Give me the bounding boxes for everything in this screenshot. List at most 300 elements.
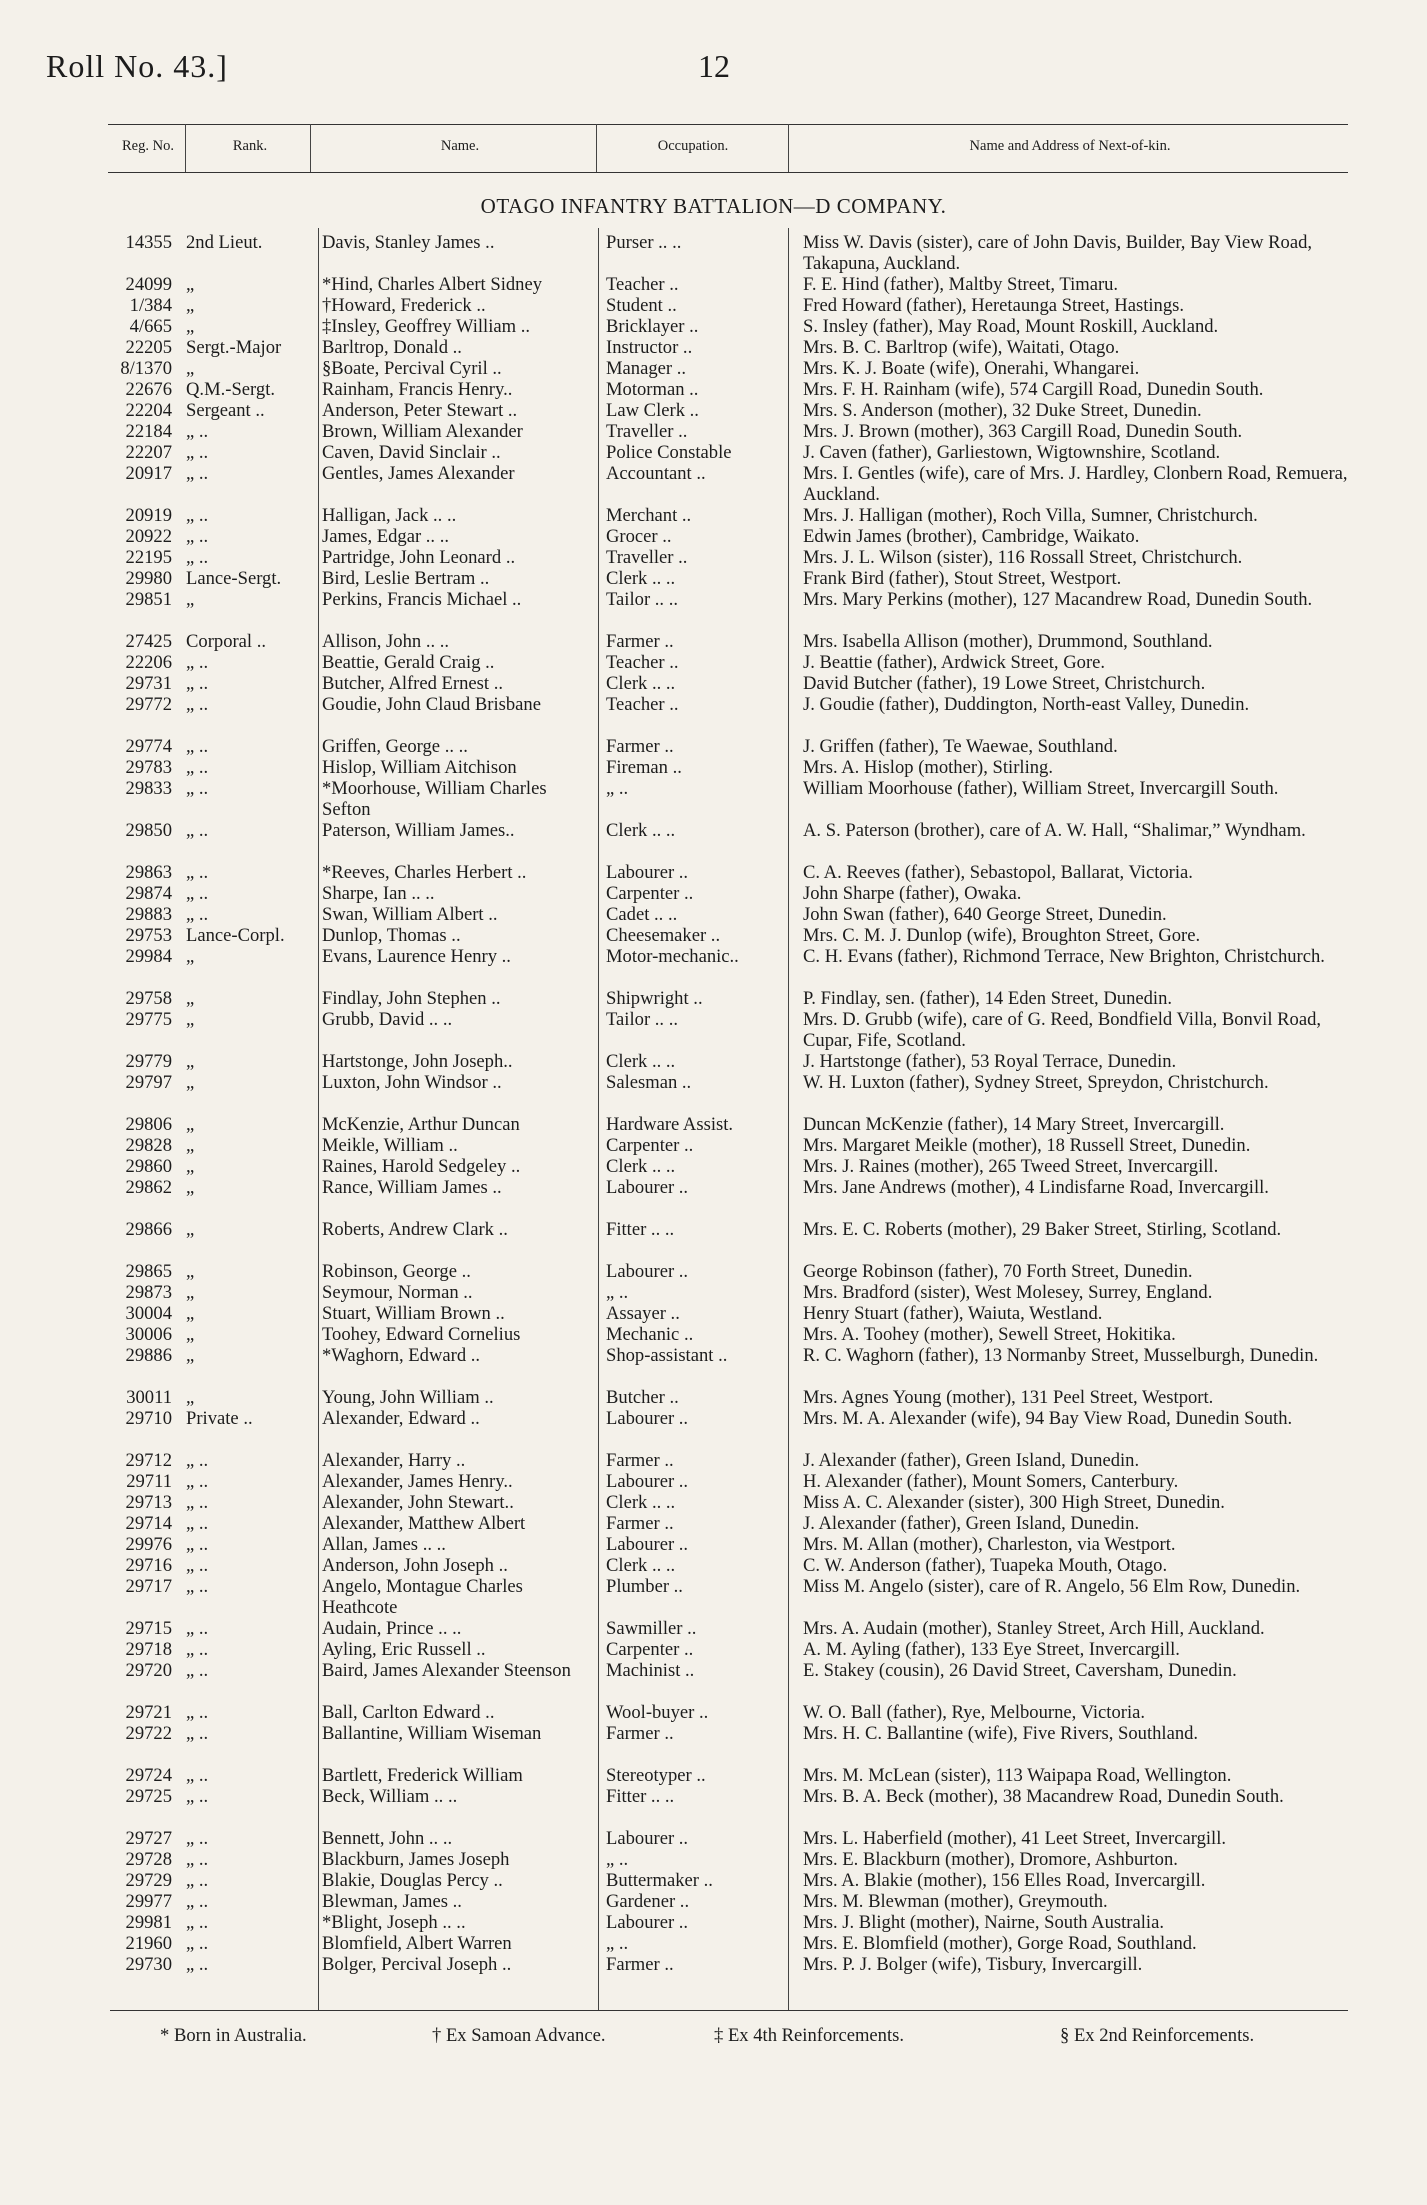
- soldier-name: Luxton, John Windsor ..: [322, 1072, 502, 1093]
- rank: „ ..: [186, 757, 209, 778]
- occupation: „ ..: [606, 778, 629, 799]
- occupation: Grocer ..: [606, 526, 672, 547]
- rank: „ ..: [186, 1639, 209, 1660]
- footnote-samoan-advance: † Ex Samoan Advance.: [432, 2025, 606, 2046]
- next-of-kin: Mrs. J. Raines (mother), 265 Tweed Street, Invercargill.: [803, 1156, 1219, 1177]
- soldier-name: Findlay, John Stephen ..: [322, 988, 501, 1009]
- rank: „: [186, 1345, 195, 1366]
- occupation: Traveller ..: [606, 547, 688, 568]
- next-of-kin: Mrs. H. C. Ballantine (wife), Five Rivers, Southland.: [803, 1723, 1199, 1744]
- reg-number: 20917: [125, 463, 172, 484]
- occupation: Assayer ..: [606, 1303, 680, 1324]
- reg-number: 29720: [125, 1660, 172, 1681]
- next-of-kin: Mrs. J. L. Wilson (sister), 116 Rossall Street, Christchurch.: [803, 547, 1243, 568]
- next-of-kin: Miss A. C. Alexander (sister), 300 High Street, Dunedin.: [803, 1492, 1225, 1513]
- soldier-name: Ballantine, William Wiseman: [322, 1723, 542, 1744]
- next-of-kin: Henry Stuart (father), Waiuta, Westland.: [803, 1303, 1103, 1324]
- next-of-kin: Mrs. A. Toohey (mother), Sewell Street, Hokitika.: [803, 1324, 1176, 1345]
- column-divider: [318, 228, 319, 2010]
- next-of-kin: Mrs. M. A. Alexander (wife), 94 Bay View Road, Dunedin South.: [803, 1408, 1293, 1429]
- occupation: Cheesemaker ..: [606, 925, 721, 946]
- next-of-kin: Fred Howard (father), Heretaunga Street, Hastings.: [803, 295, 1185, 316]
- reg-number: 29774: [125, 736, 172, 757]
- next-of-kin: P. Findlay, sen. (father), 14 Eden Street, Dunedin.: [803, 988, 1173, 1009]
- column-header-rank: Rank.: [232, 138, 268, 154]
- rank: „: [186, 274, 195, 295]
- next-of-kin: Frank Bird (father), Stout Street, Westport.: [803, 568, 1122, 589]
- next-of-kin: Mrs. D. Grubb (wife), care of G. Reed, Bondfield Villa, Bonvil Road, Cupar, Fife, Scotland.: [803, 1009, 1322, 1051]
- reg-number: 29715: [125, 1618, 172, 1639]
- occupation: Fitter .. ..: [606, 1219, 675, 1240]
- soldier-name: Bennett, John .. ..: [322, 1828, 453, 1849]
- rank: „ ..: [186, 1786, 209, 1807]
- occupation: Labourer ..: [606, 1471, 689, 1492]
- rank: „ ..: [186, 820, 209, 841]
- reg-number: 22207: [125, 442, 172, 463]
- next-of-kin: William Moorhouse (father), William Street, Invercargill South.: [803, 778, 1279, 799]
- rank: Sergt.-Major: [186, 337, 282, 358]
- occupation: Clerk .. ..: [606, 673, 676, 694]
- occupation: Carpenter ..: [606, 1135, 694, 1156]
- occupation: Police Constable: [606, 442, 732, 463]
- rank: „ ..: [186, 1555, 209, 1576]
- next-of-kin: Mrs. M. Allan (mother), Charleston, via Westport.: [803, 1534, 1176, 1555]
- next-of-kin: W. O. Ball (father), Rye, Melbourne, Victoria.: [803, 1702, 1146, 1723]
- soldier-name: James, Edgar .. ..: [322, 526, 450, 547]
- next-of-kin: J. Alexander (father), Green Island, Dunedin.: [803, 1513, 1140, 1534]
- rank: „ ..: [186, 1513, 209, 1534]
- occupation: Labourer ..: [606, 862, 689, 883]
- reg-number: 29860: [125, 1156, 172, 1177]
- reg-number: 29797: [125, 1072, 172, 1093]
- soldier-name: *Blight, Joseph .. ..: [322, 1912, 466, 1933]
- rank: „ ..: [186, 1492, 209, 1513]
- rank: „: [186, 1303, 195, 1324]
- occupation: Motor-mechanic..: [606, 946, 739, 967]
- soldier-name: Hislop, William Aitchison: [322, 757, 517, 778]
- rank: „ ..: [186, 505, 209, 526]
- occupation: „ ..: [606, 1933, 629, 1954]
- reg-number: 30006: [125, 1324, 172, 1345]
- next-of-kin: Mrs. B. A. Beck (mother), 38 Macandrew Road, Dunedin South.: [803, 1786, 1284, 1807]
- reg-number: 29863: [125, 862, 172, 883]
- occupation: Shipwright ..: [606, 988, 703, 1009]
- footnote-2nd-reinforcements: § Ex 2nd Reinforcements.: [1060, 2025, 1255, 2046]
- soldier-name: Seymour, Norman ..: [322, 1282, 473, 1303]
- rank: „: [186, 946, 195, 967]
- occupation: Manager ..: [606, 358, 687, 379]
- rank: „: [186, 1072, 195, 1093]
- reg-number: 29783: [125, 757, 172, 778]
- rank: „ ..: [186, 673, 209, 694]
- soldier-name: Audain, Prince .. ..: [322, 1618, 462, 1639]
- reg-number: 29779: [125, 1051, 172, 1072]
- reg-number: 29833: [125, 778, 172, 799]
- soldier-name: *Moorhouse, William Charles Sefton: [322, 778, 547, 820]
- column-header-occupation: Occupation.: [657, 138, 729, 154]
- occupation: Teacher ..: [606, 652, 679, 673]
- next-of-kin: Miss W. Davis (sister), care of John Davis, Builder, Bay View Road, Takapuna, Auckland.: [803, 232, 1313, 274]
- rank: „: [186, 1135, 195, 1156]
- occupation: Teacher ..: [606, 274, 679, 295]
- reg-number: 29722: [125, 1723, 172, 1744]
- rank: „ ..: [186, 1660, 209, 1681]
- soldier-name: Toohey, Edward Cornelius: [322, 1324, 521, 1345]
- rank: „: [186, 1219, 195, 1240]
- reg-number: 29775: [125, 1009, 172, 1030]
- rank: „ ..: [186, 1471, 209, 1492]
- rank: „ ..: [186, 1933, 209, 1954]
- occupation: Shop-assistant ..: [606, 1345, 728, 1366]
- next-of-kin: Edwin James (brother), Cambridge, Waikato.: [803, 526, 1140, 547]
- soldier-name: Allan, James .. ..: [322, 1534, 446, 1555]
- reg-number: 29725: [125, 1786, 172, 1807]
- occupation: Accountant ..: [606, 463, 706, 484]
- soldier-name: Rance, William James ..: [322, 1177, 502, 1198]
- rank: „ ..: [186, 421, 209, 442]
- next-of-kin: David Butcher (father), 19 Lowe Street, Christchurch.: [803, 673, 1206, 694]
- soldier-name: Evans, Laurence Henry ..: [322, 946, 511, 967]
- soldier-name: Ball, Carlton Edward ..: [322, 1702, 495, 1723]
- reg-number: 29976: [125, 1534, 172, 1555]
- occupation: Buttermaker ..: [606, 1870, 713, 1891]
- soldier-name: Angelo, Montague Charles Heathcote: [322, 1576, 523, 1618]
- next-of-kin: Mrs. A. Blakie (mother), 156 Elles Road, Invercargill.: [803, 1870, 1206, 1891]
- occupation: Labourer ..: [606, 1912, 689, 1933]
- occupation: Clerk .. ..: [606, 1156, 676, 1177]
- next-of-kin: Mrs. I. Gentles (wife), care of Mrs. J. Hardley, Clonbern Road, Remuera, Auckland.: [803, 463, 1348, 505]
- soldier-name: Bartlett, Frederick William: [322, 1765, 523, 1786]
- soldier-name: McKenzie, Arthur Duncan: [322, 1114, 520, 1135]
- occupation: Hardware Assist.: [606, 1114, 734, 1135]
- rank: „ ..: [186, 694, 209, 715]
- next-of-kin: S. Insley (father), May Road, Mount Roskill, Auckland.: [803, 316, 1219, 337]
- reg-number: 29721: [125, 1702, 172, 1723]
- rank: „ ..: [186, 442, 209, 463]
- reg-number: 21960: [125, 1933, 172, 1954]
- occupation: Merchant ..: [606, 505, 692, 526]
- occupation: Clerk .. ..: [606, 1555, 676, 1576]
- soldier-name: Robinson, George ..: [322, 1261, 471, 1282]
- soldier-name: *Reeves, Charles Herbert ..: [322, 862, 527, 883]
- rank: „: [186, 1156, 195, 1177]
- soldier-name: Rainham, Francis Henry..: [322, 379, 513, 400]
- reg-number: 29886: [125, 1345, 172, 1366]
- column-divider: [310, 124, 311, 172]
- next-of-kin: Mrs. J. Blight (mother), Nairne, South Australia.: [803, 1912, 1164, 1933]
- reg-number: 29724: [125, 1765, 172, 1786]
- occupation: Bricklayer ..: [606, 316, 699, 337]
- next-of-kin: Mrs. E. C. Roberts (mother), 29 Baker Street, Stirling, Scotland.: [803, 1219, 1282, 1240]
- reg-number: 29714: [125, 1513, 172, 1534]
- next-of-kin: Mrs. M. McLean (sister), 113 Waipapa Road, Wellington.: [803, 1765, 1232, 1786]
- occupation: Sawmiller ..: [606, 1618, 697, 1639]
- soldier-name: Perkins, Francis Michael ..: [322, 589, 522, 610]
- reg-number: 29716: [125, 1555, 172, 1576]
- reg-number: 29865: [125, 1261, 172, 1282]
- occupation: Labourer ..: [606, 1828, 689, 1849]
- rank: „ ..: [186, 1576, 209, 1597]
- soldier-name: Alexander, Edward ..: [322, 1408, 480, 1429]
- occupation: Tailor .. ..: [606, 1009, 679, 1030]
- column-header-reg: Reg. No.: [122, 138, 174, 154]
- next-of-kin: Mrs. E. Blackburn (mother), Dromore, Ashburton.: [803, 1849, 1178, 1870]
- rank: „: [186, 1324, 195, 1345]
- reg-number: 29862: [125, 1177, 172, 1198]
- occupation: Clerk .. ..: [606, 1492, 676, 1513]
- reg-number: 30004: [125, 1303, 172, 1324]
- reg-number: 1/384: [129, 295, 172, 316]
- column-header-name: Name.: [440, 138, 480, 154]
- rank: „ ..: [186, 1954, 209, 1975]
- rank: „ ..: [186, 1450, 209, 1471]
- next-of-kin: J. Caven (father), Garliestown, Wigtownshire, Scotland.: [803, 442, 1221, 463]
- next-of-kin: Mrs. P. J. Bolger (wife), Tisbury, Invercargill.: [803, 1954, 1143, 1975]
- soldier-name: *Hind, Charles Albert Sidney: [322, 274, 543, 295]
- reg-number: 22676: [125, 379, 172, 400]
- occupation: Carpenter ..: [606, 1639, 694, 1660]
- next-of-kin: J. Hartstonge (father), 53 Royal Terrace, Dunedin.: [803, 1051, 1177, 1072]
- soldier-name: Swan, William Albert ..: [322, 904, 498, 925]
- occupation: Farmer ..: [606, 1450, 674, 1471]
- rank: „ ..: [186, 1891, 209, 1912]
- reg-number: 29806: [125, 1114, 172, 1135]
- occupation: Student ..: [606, 295, 677, 316]
- soldier-name: Goudie, John Claud Brisbane: [322, 694, 541, 715]
- next-of-kin: C. W. Anderson (father), Tuapeka Mouth, Otago.: [803, 1555, 1168, 1576]
- occupation: Instructor ..: [606, 337, 693, 358]
- rank: „ ..: [186, 904, 209, 925]
- reg-number: 29712: [125, 1450, 172, 1471]
- column-divider: [596, 124, 597, 172]
- next-of-kin: J. Goudie (father), Duddington, North-east Valley, Dunedin.: [803, 694, 1250, 715]
- rank: „: [186, 988, 195, 1009]
- occupation: Plumber ..: [606, 1576, 683, 1597]
- footer-rule: [110, 2010, 1348, 2011]
- soldier-name: Grubb, David .. ..: [322, 1009, 453, 1030]
- rank: „ ..: [186, 862, 209, 883]
- reg-number: 14355: [125, 232, 172, 253]
- soldier-name: Dunlop, Thomas ..: [322, 925, 461, 946]
- column-divider: [788, 228, 789, 2010]
- soldier-name: Raines, Harold Sedgeley ..: [322, 1156, 521, 1177]
- reg-number: 29883: [125, 904, 172, 925]
- soldier-name: Sharpe, Ian .. ..: [322, 883, 435, 904]
- soldier-name: Bird, Leslie Bertram ..: [322, 568, 490, 589]
- rank: „: [186, 1114, 195, 1135]
- soldier-name: §Boate, Percival Cyril ..: [322, 358, 502, 379]
- roll-number: Roll No. 43.]: [46, 48, 228, 84]
- occupation: Labourer ..: [606, 1177, 689, 1198]
- rank: „ ..: [186, 1723, 209, 1744]
- reg-number: 22206: [125, 652, 172, 673]
- next-of-kin: A. M. Ayling (father), 133 Eye Street, Invercargill.: [803, 1639, 1180, 1660]
- next-of-kin: Mrs. E. Blomfield (mother), Gorge Road, Southland.: [803, 1933, 1197, 1954]
- occupation: Fireman ..: [606, 757, 682, 778]
- occupation: Motorman ..: [606, 379, 699, 400]
- next-of-kin: Mrs. Margaret Meikle (mother), 18 Russell Street, Dunedin.: [803, 1135, 1251, 1156]
- column-header-kin: Name and Address of Next-of-kin.: [969, 138, 1171, 154]
- next-of-kin: Mrs. M. Blewman (mother), Greymouth.: [803, 1891, 1108, 1912]
- occupation: Wool-buyer ..: [606, 1702, 709, 1723]
- rank: „: [186, 1282, 195, 1303]
- column-divider: [185, 124, 186, 172]
- page-number: 12: [698, 48, 730, 84]
- reg-number: 20922: [125, 526, 172, 547]
- soldier-name: Gentles, James Alexander: [322, 463, 515, 484]
- occupation: Fitter .. ..: [606, 1786, 675, 1807]
- rank: „ ..: [186, 1870, 209, 1891]
- next-of-kin: George Robinson (father), 70 Forth Street, Dunedin.: [803, 1261, 1193, 1282]
- occupation: Farmer ..: [606, 1723, 674, 1744]
- reg-number: 29981: [125, 1912, 172, 1933]
- next-of-kin: Mrs. J. Halligan (mother), Roch Villa, Sumner, Christchurch.: [803, 505, 1258, 526]
- rank: „ ..: [186, 547, 209, 568]
- rank: Lance-Sergt.: [186, 568, 282, 589]
- reg-number: 20919: [125, 505, 172, 526]
- reg-number: 29772: [125, 694, 172, 715]
- next-of-kin: Mrs. Bradford (sister), West Molesey, Surrey, England.: [803, 1282, 1213, 1303]
- occupation: Farmer ..: [606, 1513, 674, 1534]
- occupation: Farmer ..: [606, 631, 674, 652]
- soldier-name: Baird, James Alexander Steenson: [322, 1660, 571, 1681]
- rank: „: [186, 589, 195, 610]
- rank: „ ..: [186, 1702, 209, 1723]
- rank: „: [186, 1261, 195, 1282]
- occupation: Farmer ..: [606, 1954, 674, 1975]
- occupation: Labourer ..: [606, 1534, 689, 1555]
- rank: Q.M.-Sergt.: [186, 379, 276, 400]
- rank: „ ..: [186, 736, 209, 757]
- next-of-kin: J. Alexander (father), Green Island, Dunedin.: [803, 1450, 1140, 1471]
- reg-number: 29717: [125, 1576, 172, 1597]
- soldier-name: Griffen, George .. ..: [322, 736, 468, 757]
- next-of-kin: Mrs. L. Haberfield (mother), 41 Leet Street, Invercargill.: [803, 1828, 1227, 1849]
- rank: „ ..: [186, 1849, 209, 1870]
- occupation: Labourer ..: [606, 1261, 689, 1282]
- reg-number: 29753: [125, 925, 172, 946]
- next-of-kin: C. H. Evans (father), Richmond Terrace, New Brighton, Christchurch.: [803, 946, 1325, 967]
- soldier-name: Blomfield, Albert Warren: [322, 1933, 512, 1954]
- next-of-kin: A. S. Paterson (brother), care of A. W. Hall, “Shalimar,” Wyndham.: [803, 820, 1306, 841]
- rank: „ ..: [186, 1828, 209, 1849]
- occupation: Stereotyper ..: [606, 1765, 706, 1786]
- footnote-4th-reinforcements: ‡ Ex 4th Reinforcements.: [714, 2025, 905, 2046]
- next-of-kin: Mrs. A. Audain (mother), Stanley Street, Arch Hill, Auckland.: [803, 1618, 1265, 1639]
- soldier-name: Halligan, Jack .. ..: [322, 505, 457, 526]
- soldier-name: ‡Insley, Geoffrey William ..: [322, 316, 531, 337]
- soldier-name: Anderson, Peter Stewart ..: [322, 400, 518, 421]
- reg-number: 29711: [126, 1471, 172, 1492]
- section-title: OTAGO INFANTRY BATTALION—D COMPANY.: [480, 194, 947, 218]
- occupation: Law Clerk ..: [606, 400, 699, 421]
- next-of-kin: Mrs. Mary Perkins (mother), 127 Macandrew Road, Dunedin South.: [803, 589, 1313, 610]
- next-of-kin: J. Griffen (father), Te Waewae, Southland.: [803, 736, 1118, 757]
- soldier-name: Young, John William ..: [322, 1387, 494, 1408]
- soldier-name: Blakie, Douglas Percy ..: [322, 1870, 503, 1891]
- next-of-kin: Mrs. S. Anderson (mother), 32 Duke Street, Dunedin.: [803, 400, 1202, 421]
- reg-number: 29713: [125, 1492, 172, 1513]
- soldier-name: Hartstonge, John Joseph..: [322, 1051, 513, 1072]
- reg-number: 22195: [125, 547, 172, 568]
- rank: „: [186, 1009, 195, 1030]
- soldier-name: Davis, Stanley James ..: [322, 232, 495, 253]
- soldier-name: Butcher, Alfred Ernest ..: [322, 673, 504, 694]
- next-of-kin: C. A. Reeves (father), Sebastopol, Ballarat, Victoria.: [803, 862, 1193, 883]
- reg-number: 29729: [125, 1870, 172, 1891]
- soldier-name: Anderson, John Joseph ..: [322, 1555, 508, 1576]
- next-of-kin: Miss M. Angelo (sister), care of R. Angelo, 56 Elm Row, Dunedin.: [803, 1576, 1301, 1597]
- reg-number: 29727: [125, 1828, 172, 1849]
- rank: „ ..: [186, 526, 209, 547]
- reg-number: 29873: [125, 1282, 172, 1303]
- reg-number: 29980: [125, 568, 172, 589]
- occupation: Clerk .. ..: [606, 820, 676, 841]
- occupation: Farmer ..: [606, 736, 674, 757]
- header-rule-bottom: [108, 172, 1348, 173]
- soldier-name: Alexander, James Henry..: [322, 1471, 513, 1492]
- reg-number: 29850: [125, 820, 172, 841]
- reg-number: 29731: [125, 673, 172, 694]
- next-of-kin: H. Alexander (father), Mount Somers, Canterbury.: [803, 1471, 1179, 1492]
- rank: „: [186, 295, 195, 316]
- occupation: Purser .. ..: [606, 232, 682, 253]
- rank: „ ..: [186, 1765, 209, 1786]
- soldier-name: Allison, John .. ..: [322, 631, 450, 652]
- rank: „: [186, 1177, 195, 1198]
- rank: „: [186, 358, 195, 379]
- occupation: Tailor .. ..: [606, 589, 679, 610]
- reg-number: 8/1370: [120, 358, 172, 379]
- reg-number: 29977: [125, 1891, 172, 1912]
- occupation: „ ..: [606, 1282, 629, 1303]
- header-rule-top: [108, 124, 1348, 125]
- soldier-name: Blewman, James ..: [322, 1891, 462, 1912]
- occupation: Butcher ..: [606, 1387, 679, 1408]
- reg-number: 29710: [125, 1408, 172, 1429]
- reg-number: 29828: [125, 1135, 172, 1156]
- occupation: Clerk .. ..: [606, 1051, 676, 1072]
- reg-number: 29730: [125, 1954, 172, 1975]
- soldier-name: Roberts, Andrew Clark ..: [322, 1219, 508, 1240]
- reg-number: 30011: [126, 1387, 172, 1408]
- occupation: Teacher ..: [606, 694, 679, 715]
- reg-number: 22204: [125, 400, 172, 421]
- soldier-name: Alexander, Harry ..: [322, 1450, 466, 1471]
- occupation: Mechanic ..: [606, 1324, 694, 1345]
- next-of-kin: Mrs. Jane Andrews (mother), 4 Lindisfarne Road, Invercargill.: [803, 1177, 1269, 1198]
- next-of-kin: F. E. Hind (father), Maltby Street, Timaru.: [803, 274, 1119, 295]
- next-of-kin: Mrs. Agnes Young (mother), 131 Peel Street, Westport.: [803, 1387, 1214, 1408]
- reg-number: 29758: [125, 988, 172, 1009]
- reg-number: 29984: [125, 946, 172, 967]
- soldier-name: Blackburn, James Joseph: [322, 1849, 510, 1870]
- next-of-kin: R. C. Waghorn (father), 13 Normanby Street, Musselburgh, Dunedin.: [803, 1345, 1319, 1366]
- soldier-name: Bolger, Percival Joseph ..: [322, 1954, 512, 1975]
- reg-number: 22184: [125, 421, 172, 442]
- reg-number: 4/665: [129, 316, 172, 337]
- occupation: Carpenter ..: [606, 883, 694, 904]
- column-divider: [788, 124, 789, 172]
- rank: 2nd Lieut.: [186, 232, 263, 253]
- soldier-name: Caven, David Sinclair ..: [322, 442, 501, 463]
- next-of-kin: Mrs. Isabella Allison (mother), Drummond, Southland.: [803, 631, 1213, 652]
- next-of-kin: Mrs. K. J. Boate (wife), Onerahi, Whangarei.: [803, 358, 1140, 379]
- rank: „ ..: [186, 883, 209, 904]
- occupation: „ ..: [606, 1849, 629, 1870]
- reg-number: 22205: [125, 337, 172, 358]
- next-of-kin: Mrs. F. H. Rainham (wife), 574 Cargill Road, Dunedin South.: [803, 379, 1264, 400]
